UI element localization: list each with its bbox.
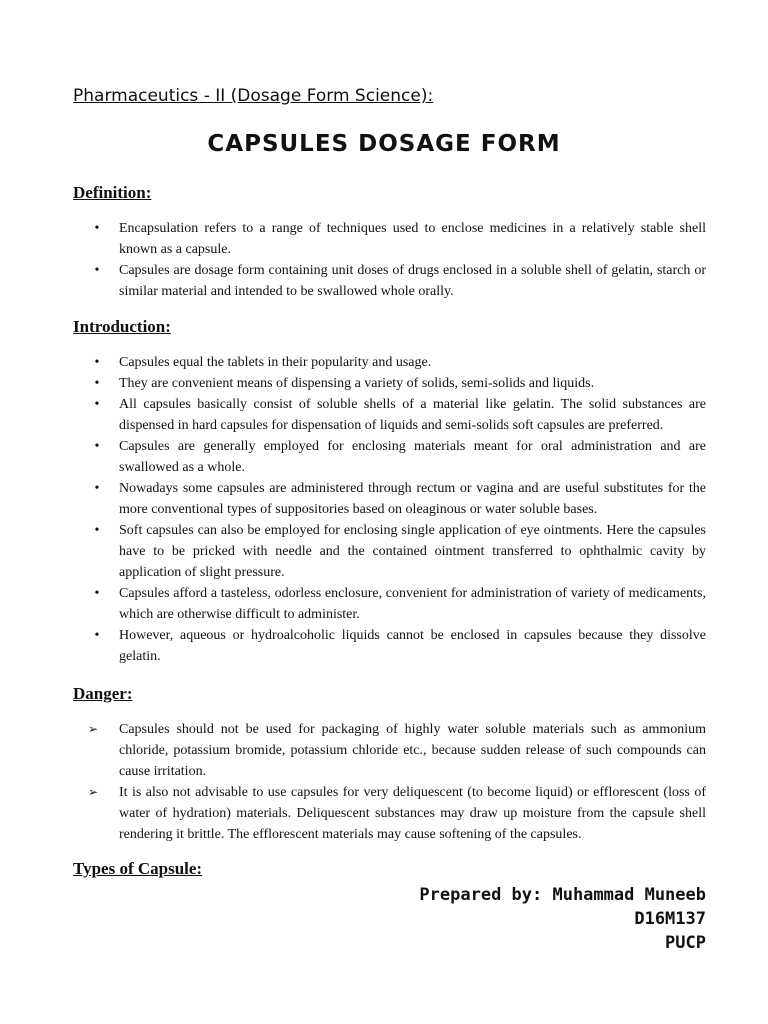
definition-list <box>73 218 706 302</box>
list-item-text: All capsules basically consist of soluble shells of a material like gelatin. The solid substances are dispensed in hard capsules for dispensation of liquids and semi-solids soft capsules are preferred. <box>119 397 706 433</box>
bullet-dot-icon: • <box>94 439 100 454</box>
list-item <box>73 260 706 302</box>
list-item <box>73 218 706 260</box>
institution: PUCP <box>665 933 706 953</box>
bullet-dot-icon: • <box>94 355 100 370</box>
list-item-text: It is also not advisable to use capsules for very deliquescent (to become liquid) or efflorescent (loss of water of hydration) materials. Deliquescent substances may draw up moisture from the capsule shell rendering it brittle. The efflorescent materials may cause softening of the capsules. <box>119 785 706 842</box>
danger-list <box>73 719 706 845</box>
signature-block <box>419 883 706 955</box>
types-heading: Types of Capsule: <box>73 859 203 878</box>
list-item-text: Nowadays some capsules are administered through rectum or vagina and are useful substitutes for the more conventional types of suppositories based on oleaginous or water soluble bases. <box>119 481 706 517</box>
list-item-text: However, aqueous or hydroalcoholic liquids cannot be enclosed in capsules because they dissolve gelatin. <box>119 628 706 664</box>
list-item <box>73 520 706 583</box>
bullet-dot-icon: • <box>94 397 100 412</box>
list-item-text: They are convenient means of dispensing a variety of solids, semi-solids and liquids. <box>119 376 595 391</box>
danger-section <box>73 684 706 845</box>
bullet-dot-icon: • <box>94 481 100 496</box>
list-item <box>73 625 706 667</box>
student-id: D16M137 <box>634 909 706 929</box>
definition-section <box>73 183 706 302</box>
bullet-dot-icon: • <box>94 263 100 278</box>
introduction-heading: Introduction: <box>73 317 171 336</box>
list-item-text: Soft capsules can also be employed for enclosing single application of eye ointments. Here the capsules have to be pricked with needle and the contained ointment transferred to ophthalmic cavity by application of slight pressure. <box>119 523 706 580</box>
list-item <box>73 394 706 436</box>
list-item <box>73 352 706 373</box>
list-item <box>73 782 706 845</box>
bullet-dot-icon: • <box>94 221 100 236</box>
list-item-text: Capsules equal the tablets in their popularity and usage. <box>119 355 432 370</box>
prepared-by: Prepared by: Muhammad Muneeb <box>419 885 706 905</box>
list-item-text: Capsules are generally employed for enclosing materials meant for oral administration and are swallowed as a whole. <box>119 439 706 475</box>
types-section <box>73 859 706 879</box>
bullet-dot-icon: • <box>94 376 100 391</box>
danger-heading: Danger: <box>73 684 133 703</box>
introduction-section <box>73 317 706 667</box>
list-item <box>73 373 706 394</box>
subject-heading: Pharmaceutics - II (Dosage Form Science): <box>73 86 434 106</box>
list-item-text: Capsules should not be used for packaging of highly water soluble materials such as ammonium chloride, potassium bromide, potassium chloride etc., because sudden release of such compounds can cause irritation. <box>119 722 706 779</box>
arrowhead-bullet-icon: ➢ <box>87 722 99 736</box>
arrowhead-bullet-icon: ➢ <box>87 785 99 799</box>
list-item-text: Capsules afford a tasteless, odorless enclosure, convenient for administration of variety of medicaments, which are otherwise difficult to administer. <box>119 586 706 622</box>
list-item <box>73 478 706 520</box>
bullet-dot-icon: • <box>94 586 100 601</box>
bullet-dot-icon: • <box>94 523 100 538</box>
list-item-text: Encapsulation refers to a range of techniques used to enclose medicines in a relatively stable shell known as a capsule. <box>119 221 706 257</box>
list-item-text: Capsules are dosage form containing unit doses of drugs enclosed in a soluble shell of gelatin, starch or similar material and intended to be swallowed whole orally. <box>119 263 706 299</box>
list-item <box>73 583 706 625</box>
introduction-list <box>73 352 706 667</box>
list-item <box>73 436 706 478</box>
definition-heading: Definition: <box>73 183 152 202</box>
bullet-dot-icon: • <box>94 628 100 643</box>
document-title: CAPSULES DOSAGE FORM <box>207 131 561 157</box>
list-item <box>73 719 706 782</box>
